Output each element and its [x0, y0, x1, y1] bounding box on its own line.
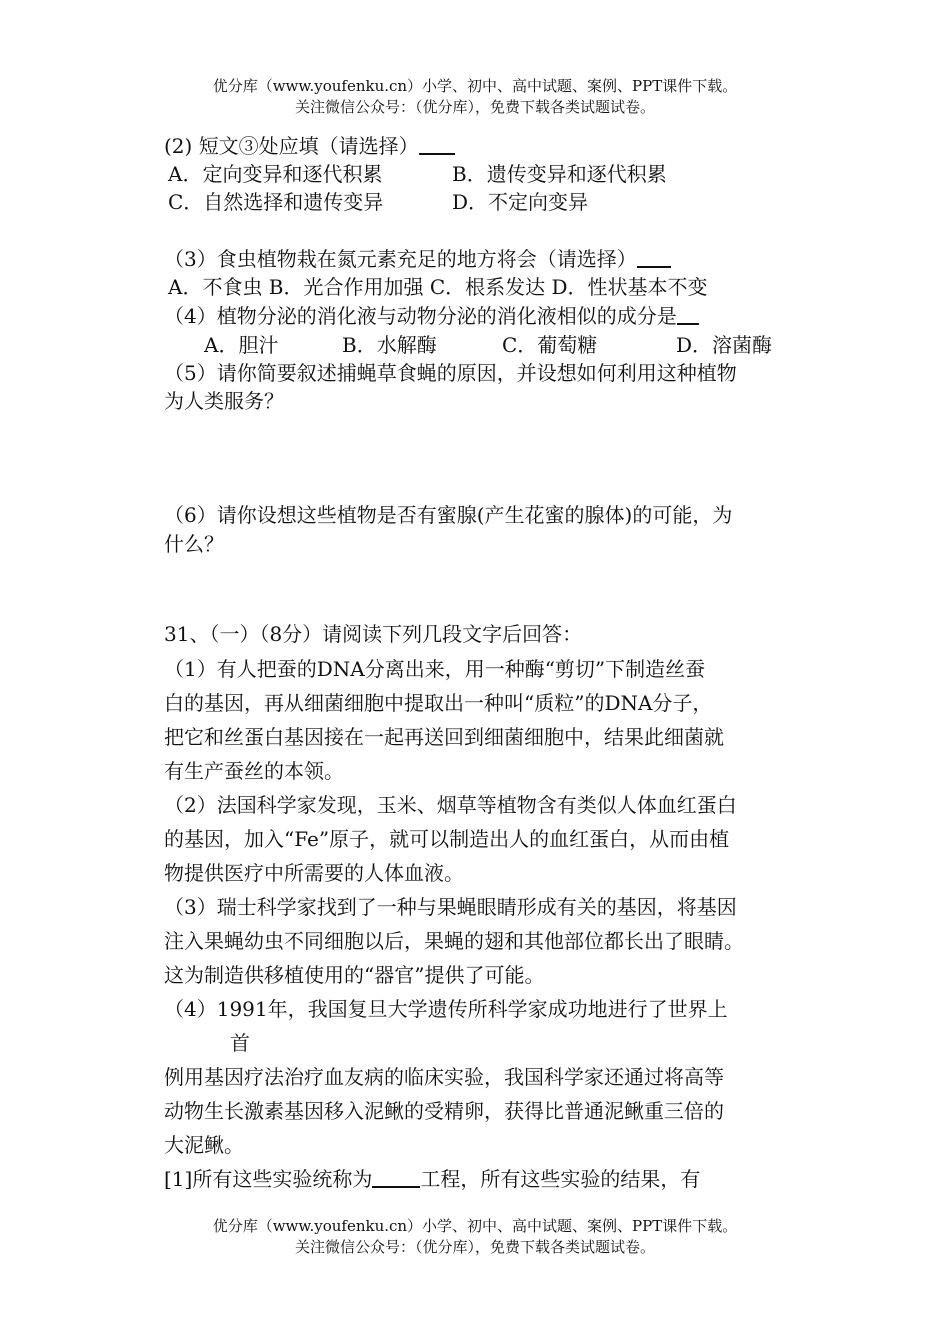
q2-option-d: D．不定向变异 — [452, 190, 589, 214]
question-2 — [164, 132, 455, 160]
header-line-2: 关注微信公众号：（优分库），免费下载各类试题试卷。 — [294, 98, 655, 116]
question-4 — [164, 302, 699, 330]
page-header — [0, 76, 950, 118]
answer-blank — [637, 248, 671, 268]
answer-blank — [419, 135, 455, 155]
sub-question-1 — [164, 1165, 700, 1193]
answer-blank — [677, 305, 699, 325]
passage-2-line-2: 的基因，加入“Fe”原子，就可以制造出人的血红蛋白，从而由植 — [164, 827, 730, 851]
q3-options: A．不食虫 B．光合作用加强 C．根系发达 D．性状基本不变 — [168, 275, 708, 299]
passage-3-line-1: （3）瑞士科学家找到了一种与果蝇眼睛形成有关的基因，将基因 — [164, 895, 737, 919]
question-6-line-1: （6）请你设想这些植物是否有蜜腺(产生花蜜的腺体)的可能，为 — [164, 503, 733, 527]
question-6-line-2: 什么？ — [164, 532, 224, 556]
passage-1-line-3: 把它和丝蛋白基因接在一起再送回到细菌细胞中，结果此细菌就 — [164, 725, 724, 749]
q4-option-a: A．胆汁 — [204, 333, 279, 357]
footer-line-1: 优分库（www.youfenku.cn）小学、初中、高中试题、案例、PPT课件下载。 — [212, 1217, 738, 1235]
q4-option-b: B．水解酶 — [342, 333, 437, 357]
question-2-text: (2) 短文③处应填（请选择） — [164, 134, 419, 158]
question-3 — [164, 245, 671, 273]
question-4-text: （4）植物分泌的消化液与动物分泌的消化液相似的成分是 — [164, 304, 677, 328]
page-footer — [0, 1216, 950, 1258]
passage-4-line-2: 首 — [230, 1031, 250, 1055]
q2-option-c: C．自然选择和遗传变异 — [168, 190, 384, 214]
question-5-line-1: （5）请你简要叙述捕蝇草食蝇的原因，并设想如何利用这种植物 — [164, 361, 737, 385]
q4-option-d: D．溶菌酶 — [676, 333, 773, 357]
footer-line-2: 关注微信公众号：（优分库），免费下载各类试题试卷。 — [294, 1238, 655, 1256]
passage-4-line-4: 动物生长激素基因移入泥鳅的受精卵，获得比普通泥鳅重三倍的 — [164, 1099, 724, 1123]
passage-2-line-1: （2）法国科学家发现，玉米、烟草等植物含有类似人体血红蛋白 — [164, 793, 737, 817]
header-line-1: 优分库（www.youfenku.cn）小学、初中、高中试题、案例、PPT课件下载。 — [212, 77, 738, 95]
passage-4-line-3: 例用基因疗法治疗血友病的临床实验，我国科学家还通过将高等 — [164, 1065, 724, 1089]
passage-4-line-5: 大泥鳅。 — [164, 1133, 244, 1157]
passage-3-line-2: 注入果蝇幼虫不同细胞以后，果蝇的翅和其他部位都长出了眼睛。 — [164, 929, 744, 953]
passage-2-line-3: 物提供医疗中所需要的人体血液。 — [164, 861, 464, 885]
sub-question-1-text-b: 工程，所有这些实验的结果，有 — [420, 1167, 701, 1191]
passage-1-line-4: 有生产蚕丝的本领。 — [164, 759, 344, 783]
passage-3-line-3: 这为制造供移植使用的“器官”提供了可能。 — [164, 963, 545, 987]
passage-4-line-1: （4）1991年，我国复旦大学遗传所科学家成功地进行了世界上 — [164, 997, 728, 1021]
question-31-title: 31、（一）（8分）请阅读下列几段文字后回答： — [164, 622, 583, 646]
q2-option-a: A．定向变异和逐代积累 — [168, 162, 383, 186]
question-5-line-2: 为人类服务？ — [164, 389, 284, 413]
q4-option-c: C．葡萄糖 — [502, 333, 598, 357]
question-3-text: （3）食虫植物栽在氮元素充足的地方将会（请选择） — [164, 247, 637, 271]
sub-question-1-text-a: [1]所有这些实验统称为 — [164, 1167, 373, 1191]
passage-1-line-2: 白的基因，再从细菌细胞中提取出一种叫“质粒”的DNA分子， — [164, 691, 713, 715]
answer-blank — [372, 1168, 420, 1188]
passage-1-line-1: （1）有人把蚕的DNA分离出来，用一种酶“剪切”下制造丝蚕 — [164, 657, 706, 681]
q2-option-b: B．遗传变异和逐代积累 — [452, 162, 667, 186]
